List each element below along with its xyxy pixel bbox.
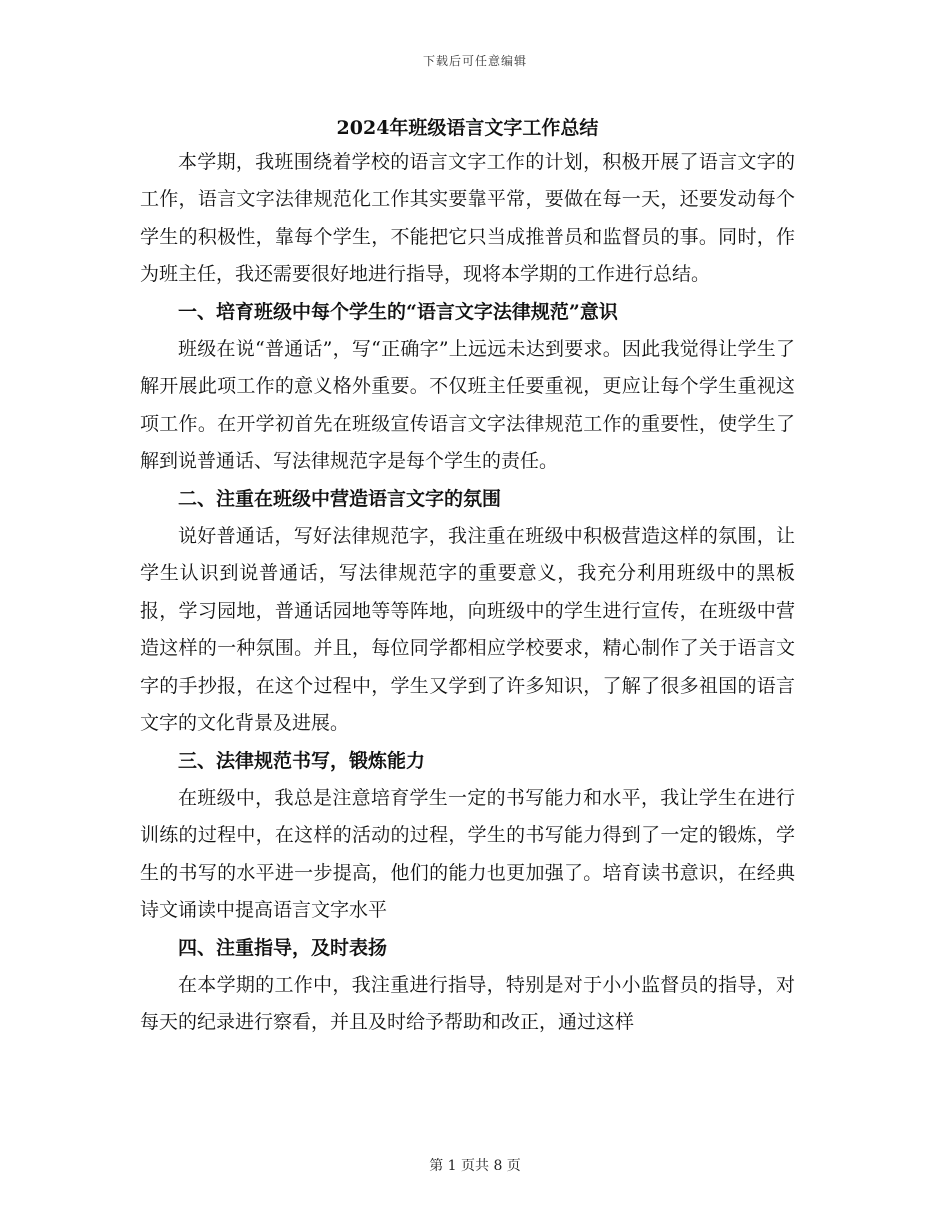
intro-paragraph: 本学期，我班围绕着学校的语言文字工作的计划，积极开展了语言文字的工作，语言文字法律规范化工作其实要靠平常，要做在每一天，还要发动每个学生的积极性，靠每个学生，不能把它只当成推普员和监督员的事。同时，作为班主任，我还需要很好地进行指导，现将本学期的工作进行总结。 xyxy=(140,151,795,286)
section-heading-1: 一、培育班级中每个学生的“语言文字法律规范”意识 xyxy=(178,300,618,323)
section-heading-4: 四、注重指导，及时表扬 xyxy=(178,936,388,959)
section-heading-3: 三、法律规范书写，锻炼能力 xyxy=(178,749,426,772)
section-heading-2: 二、注重在班级中营造语言文字的氛围 xyxy=(178,487,502,510)
section-paragraph-4: 在本学期的工作中，我注重进行指导，特别是对于小小监督员的指导，对每天的纪录进行察看，并且及时给予帮助和改正，通过这样 xyxy=(140,973,795,1034)
section-paragraph-2: 说好普通话，写好法律规范字，我注重在班级中积极营造这样的氛围，让学生认识到说普通话，写法律规范字的重要意义，我充分利用班级中的黑板报，学习园地，普通话园地等等阵地，向班级中的学生进行宣传，在班级中营造这样的一种氛围。并且，每位同学都相应学校要求，精心制作了关于语言文字的手抄报，在这个过程中，学生又学到了许多知识，了解了很多祖国的语言文字的文化背景及进展。 xyxy=(140,525,795,735)
section-paragraph-1: 班级在说“普通话”，写“正确字”上远远未达到要求。因此我觉得让学生了解开展此项工作的意义格外重要。不仅班主任要重视，更应让每个学生重视这项工作。在开学初首先在班级宣传语言文字法律规范工作的重要性，使学生了解到说普通话、写法律规范字是每个学生的责任。 xyxy=(140,338,795,473)
header-note: 下载后可任意编辑 xyxy=(422,54,527,68)
page-footer: 第 1 页共 8 页 xyxy=(429,1158,521,1174)
page-title: 2024年班级语言文字工作总结 xyxy=(336,117,599,139)
section-paragraph-3: 在班级中，我总是注意培育学生一定的书写能力和水平，我让学生在进行训练的过程中，在这样的活动的过程，学生的书写能力得到了一定的锻炼，学生的书写的水平进一步提高，他们的能力也更加强了。培育读书意识，在经典诗文诵读中提高语言文字水平 xyxy=(140,786,795,922)
document-body xyxy=(140,144,795,1042)
